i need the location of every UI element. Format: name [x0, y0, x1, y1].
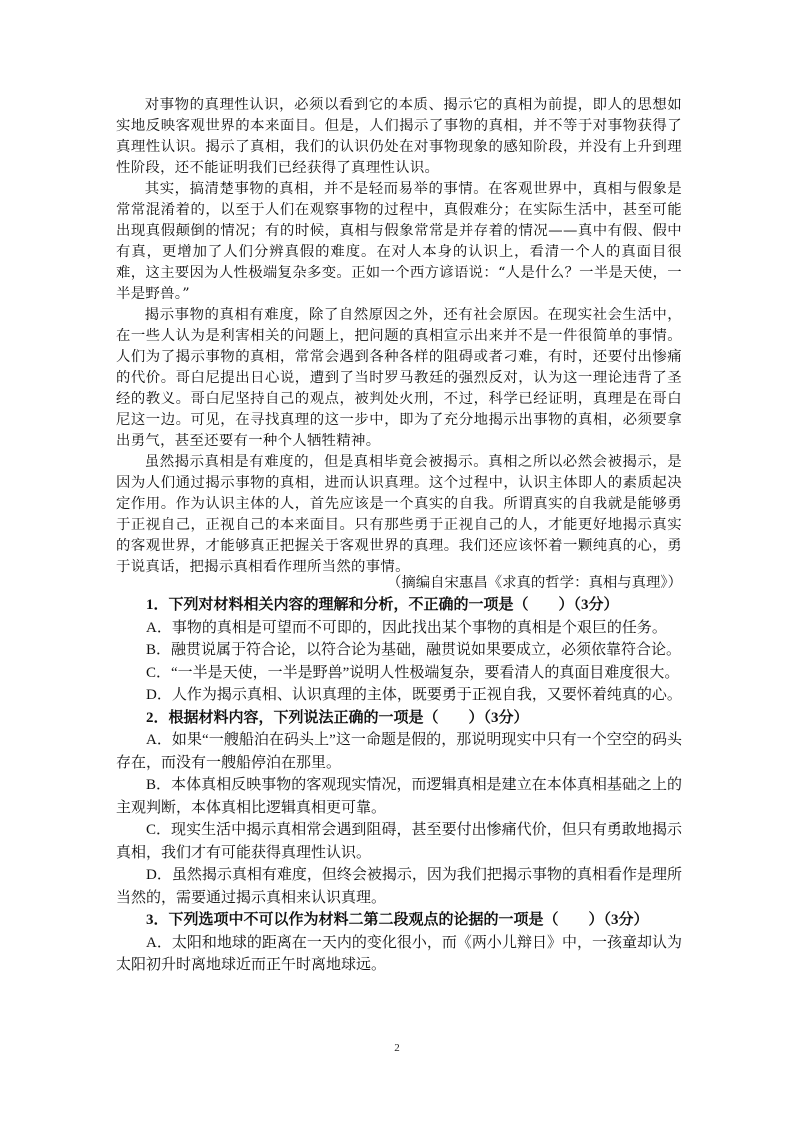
question-2: [116, 707, 682, 910]
question-stem: 1．下列对材料相关内容的理解和分析，不正确的一项是（ ）（3分）: [146, 597, 619, 613]
question-stem: 2．根据材料内容，下列说法正确的一项是（ ）（3分）: [146, 709, 529, 726]
question-option: C．现实生活中揭示真相常会遇到阻碍，甚至要付出惨痛代价，但只有勇敢地揭示真相，我们才有可能获得真理性认识。: [116, 822, 682, 861]
question-option: C．“一半是天使，一半是野兽”说明人性极端复杂，要看清人的真面目难度很大。: [146, 664, 680, 681]
passage-paragraph: 其实，搞清楚事物的真相，并不是轻而易举的事情。在客观世界中，真相与假象是常常混淆着的，以至于人们在观察事物的过程中，真假难分；在实际生活中，甚至可能出现真假颠倒的情况；有的时候，真相与假象常常是并存着的情况——真中有假、假中有真，更增加了人们分辨真假的难度。在对人本身的认识上，看清一个人的真面目很难，这主要因为人性极端复杂多变。正如一个西方谚语说：“人是什么？一半是天使，一半是野兽。”: [116, 181, 682, 302]
passage-paragraph: 揭示事物的真相有难度，除了自然原因之外，还有社会原因。在现实社会生活中，在一些人认为是利害相关的问题上，把问题的真相宣示出来并不是一件很简单的事情。人们为了揭示事物的真相，常常会遇到各种各样的阻碍或者刁难，有时，还要付出惨痛的代价。哥白尼提出日心说，遭到了当时罗马教廷的强烈反对，认为这一理论违背了圣经的教义。哥白尼坚持自己的观点，被判处火刑，不过，科学已经证明，真理是在哥白尼这一边。可见，在寻找真理的这一步中，即为了充分地揭示出事物的真相，必须要拿出勇气，甚至还要有一种个人牺牲精神。: [116, 307, 682, 449]
question-option: B．融贯说属于符合论，以符合论为基础，融贯说如果要成立，必须依靠符合论。: [146, 642, 682, 658]
passage-source: （摘编自宋惠昌《求真的哲学：真相与真理》）: [386, 575, 682, 591]
question-1: [116, 594, 682, 707]
question-option: B．本体真相反映事物的客观现实情况，而逻辑真相是建立在本体真相基础之上的主观判断，本体真相比逻辑真相更可靠。: [116, 777, 682, 816]
question-list: [116, 594, 682, 977]
question-option: D．虽然揭示真相有难度，但终会被揭示，因为我们把揭示事物的真相看作是理所当然的，需要通过揭示真相来认识真理。: [116, 867, 682, 906]
question-3: [116, 909, 682, 977]
question-option: A．太阳和地球的距离在一天内的变化很小，而《两小儿辩日》中，一孩童却认为太阳初升时离地球近而正午时离地球远。: [116, 934, 682, 973]
reading-passage: [116, 95, 682, 578]
question-option: A．事物的真相是可望而不可即的，因此找出某个事物的真相是个艰巨的任务。: [146, 619, 667, 636]
passage-paragraph: 对事物的真理性认识，必须以看到它的本质、揭示它的真相为前提，即人的思想如实地反映客观世界的本来面目。但是，人们揭示了事物的真相，并不等于对事物获得了真理性认识。揭示了真相，我们的认识仍处在对事物现象的感知阶段，并没有上升到理性阶段，还不能证明我们已经获得了真理性认识。: [116, 97, 682, 176]
passage-paragraph: 虽然揭示真相是有难度的，但是真相毕竟会被揭示。真相之所以必然会被揭示，是因为人们通过揭示事物的真相，进而认识真理。这个过程中，认识主体即人的素质起决定作用。作为认识主体的人，首先应该是一个真实的自我。所谓真实的自我就是能够勇于正视自己，正视自己的本来面目。只有那些勇于正视自己的人，才能更好地揭示真实的客观世界，才能够真正把握关于客观世界的真理。我们还应该怀着一颗纯真的心，勇于说真话，把揭示真相看作理所当然的事情。: [116, 454, 682, 575]
question-stem: 3．下列选项中不可以作为材料二第二段观点的论据的一项是（ ）（3分）: [146, 912, 649, 928]
page-number: 2: [394, 1042, 400, 1054]
question-option: A．如果“一艘船泊在码头上”这一命题是假的，那说明现实中只有一个空空的码头存在，而没有一艘船停泊在那里。: [116, 732, 682, 771]
question-option: D．人作为揭示真相、认识真理的主体，既要勇于正视自我，又要怀着纯真的心。: [146, 687, 682, 703]
